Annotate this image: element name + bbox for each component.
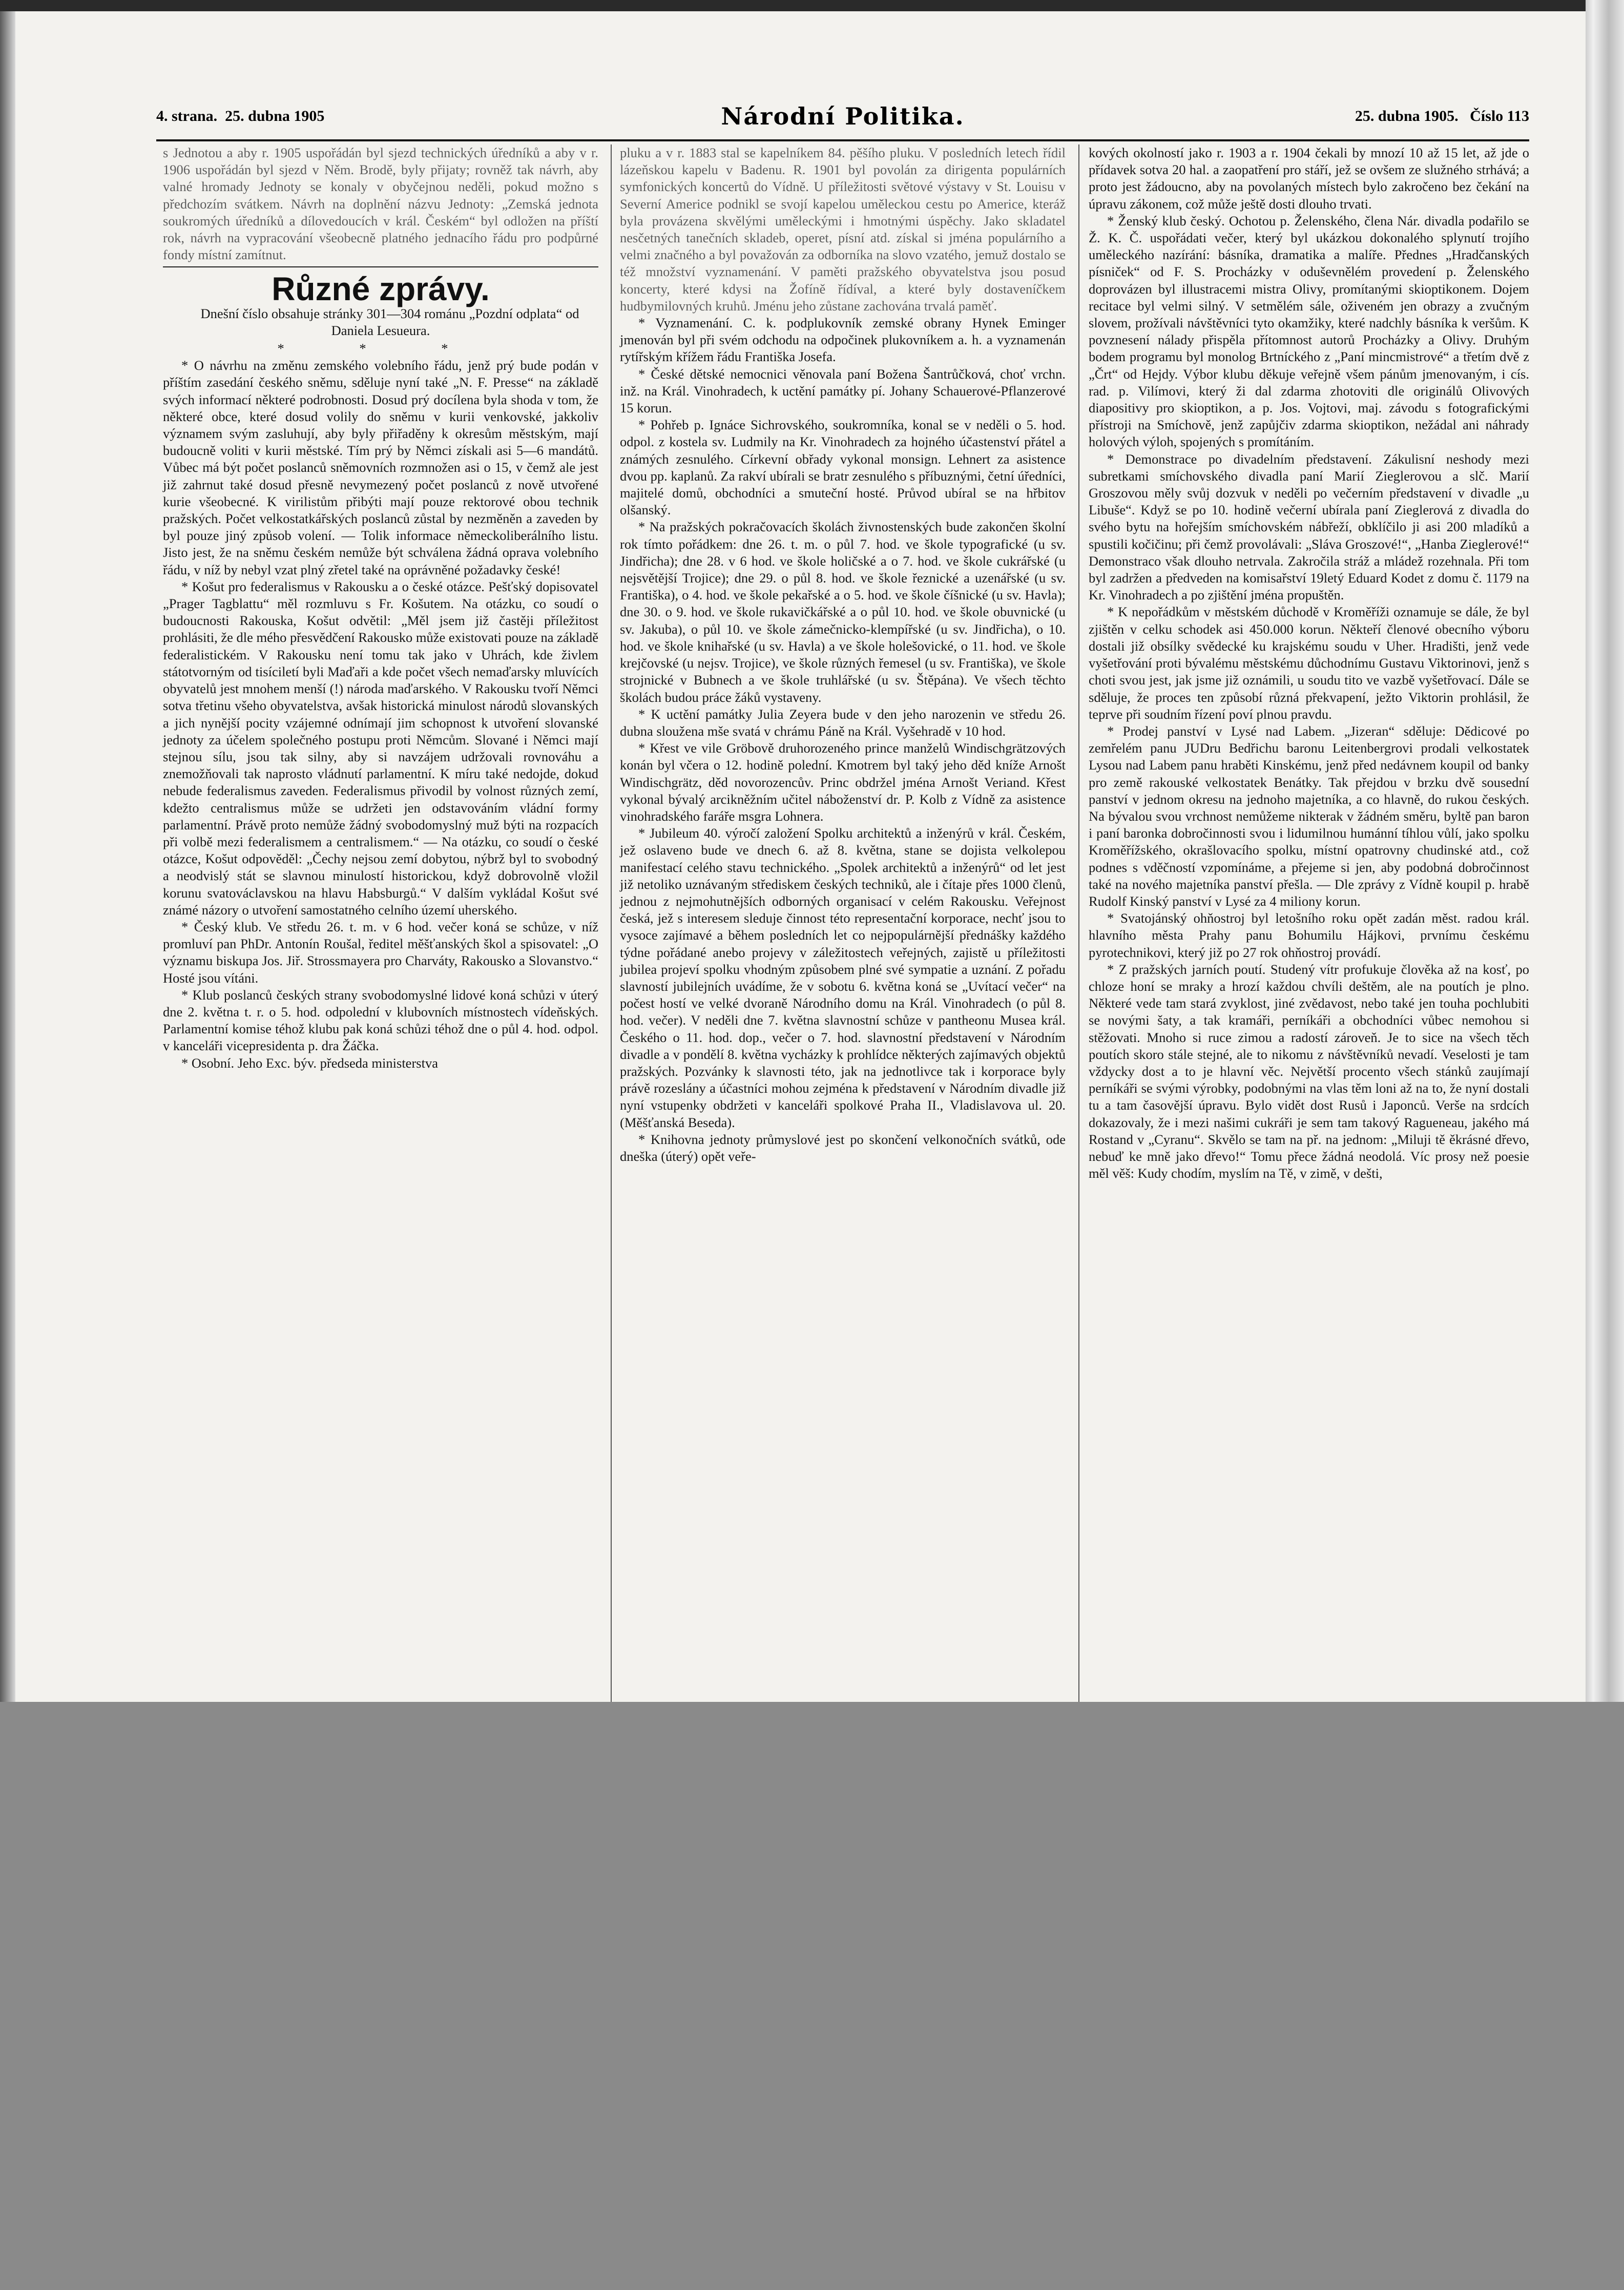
page-left-shadow xyxy=(0,11,15,1702)
article-paragraph: * Pohřeb p. Ignáce Sichrovského, soukromníka, konal se v neděli o 5. hod. odpol. z kostela sv. Ludmily na Kr. Vinohradech za hojného účastenství přátel a známých zesnulého. Církevní obřady vykonal monsign. Lehnert za asistence dvou pp. kaplanů. Za rakví ubírali se bratr zesnulého s příbuznými, četní úředníci, majitelé domů, obchodníci a smuteční hosté. Průvod ubíral se na hřbitov olšanský. xyxy=(620,417,1066,518)
header-date-right: 25. dubna 1905. xyxy=(1355,108,1459,124)
article-paragraph: * Ženský klub český. Ochotou p. Želenského, člena Nár. divadla podařilo se Ž. K. Č. uspořádati večer, který byl ukázkou dokonalého splynutí trojího uměleckého nazírání: básníka, dramatika a malíře. Přednes „Hradčanských písniček“ od F. S. Procházky v oduševnělém provedení p. Želenského doprovázen byl illustracemi mistra Olivy, promítanými skioptikonem. Dojem recitace byl velmi silný. V setmělém sále, oživeném jen obrazy a zvučným slovem, prožívali návštěvníci tyto okamžiky, které nadchly básníka k veršům. K povznesení nálady přispěla přítomnost autorů Procházky a Olivy. Druhým bodem programu byl monolog Brtníckého z „Paní mincmistrové“ a třetím dvě z „Črt“ od Hejdy. Výbor klubu děkuje veřejně všem pánům jmenovaným, i cís. rad. p. Vilímovi, který ži dal zdarma zhotoviti dle originálů Olivových diapositivy pro skioptikon, a p. Jos. Vojtovi, maj. závodu s fotografickými přístroji na Smíchově, jenž zapůjčiv zdarma skioptikon, nežádal ani náhrady holových výloh, spojených s promítáním. xyxy=(1089,213,1529,450)
article-paragraph: * Prodej panství v Lysé nad Labem. „Jizeran“ sděluje: Dědicové po zemřelém panu JUDru Bedřichu baronu Leitenbergrovi prodali velkostatek Lysou nad Labem panu hraběti Kinskému, jenž před nedávnem koupil od banky pro země rakouské velkostatek Benátky. Tak přejdou v brzku dvě sousední panství v jednom okresu na jednoho majetníka, a co hlavně, do rukou českých. Na bývalou svou vrchnost nemůžeme nikterak v žádném směru, byltě pan baron i paní baronka dobročinnosti svou i lidumilnou humánní tíhlou vůlí, jako spolku Kroměřížského, okrašlovacího spolku, místní opatrovny chudinské atd., což podnes s vděčností vzpomínáme, a přejeme si jen, aby podobná dobročinnost také na nového majetníka panství přešla. — Dle zprávy z Vídně koupil p. hrabě Rudolf Kinský panství v Lysé za 4 miliony korun. xyxy=(1089,723,1529,909)
header-right xyxy=(1355,108,1529,125)
article-paragraph: * K nepořádkům v městském důchodě v Kroměříži oznamuje se dále, že byl zjištěn v celku schodek asi 450.000 korun. Někteří členové obecního výboru dostali již obsílky svědecké ku krajskému soudu v Uher. Hradišti, jenž vede vyšetřování proti bývalému městskému důchodnímu Gustavu Viktorinovi, jenž s choti svou jest, jak jsme již oznámili, u soudu tito ve vazbě vyšetřovací. Dále se sděluje, že proces ten způsobí různá překvapení, ježto Viktorin prohlásil, že teprve při soudním řízení poví plnou pravdu. xyxy=(1089,604,1529,722)
section-heading: Různé zprávy. xyxy=(272,270,490,308)
column-1 xyxy=(163,144,598,1072)
article-paragraph: * Osobní. Jeho Exc. býv. předseda ministerstva xyxy=(181,1055,438,1071)
article-paragraph: * Demonstrace po divadelním představení. Zákulisní neshody mezi subretkami smíchovského divadla paní Marií Zieglerovou a slč. Marií Groszovou měly svůj dozvuk v neděli po večerním představení v divadle „u Libuše“. Když se po 10. hodině večerní ubírala paní Zieglerová z divadla do svého bytu na hořejším smíchovském nábřeží, obklíčilo ji asi 200 mladíků a spustili kočičinu; při čemž provolávali: „Sláva Groszové!“, „Hanba Zieglerové!“ Demonstraco však dlouho netrvala. Zakročila stráž a mládež rozehnala. Při tom byl zadržen a předveden na komisařství 19letý Eduard Kodet z domu č. 1179 na Kr. Vinohradech a po zjištění jména propuštěn. xyxy=(1089,451,1529,603)
masthead-title: Národní Politika. xyxy=(721,102,965,130)
section-rule xyxy=(163,266,598,267)
scan-background xyxy=(0,1702,1624,2290)
article-paragraph: * Svatojánský ohňostroj byl letošního roku opět zadán měst. radou král. hlavního města Prahy panu Bohumilu Hájkovi, prvnímu českému pyrotechnikovi, který již po 27 rok ohňostroj provádí. xyxy=(1089,910,1529,960)
column-divider xyxy=(1078,144,1079,1702)
article-paragraph: * Na pražských pokračovacích školách živnostenských bude zakončen školní rok tímto pořádkem: dne 26. t. m. o půl 7. hod. ve škole typografické (u sv. Jindřicha); dne 28. v 6 hod. ve škole holičské a o 7. hod. ve škole cukrářské (u nejsvětější Trojice); dne 29. o půl 8. hod. ve škole řeznické a uzenářské (u sv. Františka), o 4. hod. ve škole pekařské a o 5. hod. ve škole číšnické (u sv. Havla); dne 30. o 9. hod. ve škole rukavičkářské a o půl 10. hod. ve škole obuvnické (u sv. Jakuba), o půl 10. ve škole zámečnicko-klempířské (u sv. Jindřicha), o 10. hod. ve škole knihařské (u sv. Havla) a ve škole holešovické, o 11. hod. ve škole krejčovské (u nejsv. Trojice), ve škole různých řemesel (u sv. Františka), ve škole strojnické v Bubnech a ve škole truhlářské (u sv. Štěpána). Ve všech těchto školách budou práce žáků vystaveny. xyxy=(620,519,1066,705)
article-paragraph: * Vyznamenání. C. k. podplukovník zemské obrany Hynek Eminger jmenován byl při svém odchodu na odpočinek plukovníkem a. h. a vyznamenán rytířským křížem řádu Františka Josefa. xyxy=(620,315,1066,365)
article-paragraph: * Knihovna jednoty průmyslové jest po skončení velkonočních svátků, ode dneška (úterý) opět veře- xyxy=(620,1131,1066,1164)
column-divider xyxy=(611,144,612,1702)
article-paragraph: * Klub poslanců českých strany svobodomyslné lidové koná schůzi v úterý dne 2. května t. r. o 5. hod. odpolední v klubovních místnostech vídeňských. Parlamentní komise téhož klubu pak koná schůzi téhož dne o půl 4. hod. odpol. v kanceláři vicepresidenta p. dra Žáčka. xyxy=(163,987,598,1054)
header-rule xyxy=(156,139,1529,141)
article-paragraph: * Jubileum 40. výročí založení Spolku architektů a inženýrů v král. Českém, jež oslaveno bude ve dnech 6. až 8. května, stane se dojista velkolepou manifestací celého stavu technického. „Spolek architektů a inženýrů“ od let jest již netoliko uznávaným střediskem českých techniků, ale i čítaje přes 1000 členů, jednou z nejmohutnějších odborných organisací v celém Rakousku. Veřejnost česká, jež s interesem sleduje činnost této representační korporace, nechť jsou to vysoce zajímavé a během posledních let co nejpopulárnější přednášky každého týdne pořádané anebo projevy v záležitostech veřejných, zajistě u příležitosti jubilea projeví spolku vhodným způsobem plné své sympatie a uznání. Z pořadu slavností jubilejních uvádíme, že v sobotu 6. května koná se „Uvítací večer“ na počest hostí ve velké dvoraně Národního domu na Král. Vinohradech (o půl 8. hod. večer). V neděli dne 7. května slavnostní schůze v pantheonu Musea král. Českého o 11. hod. dop., večer o 7. hod. slavnostní představení v Národním divadle a v pondělí 8. května vycházky k prohlídce některých zajímavých objektů pražských. Pozvánky k slavnosti této, jak na jednotlivce tak i korporace byly právě rozeslány a účastníci mohou zejména k představení v Národním divadle již nyní vstupenky obdržeti v kanceláři spolkové Praha II., Vladislavova ul. 20. (Měšťanská Beseda). xyxy=(620,825,1066,1130)
separator-stars: * * * xyxy=(277,341,484,357)
article-paragraph: * Z pražských jarních poutí. Studený vítr profukuje člověka až na kosť, po chloze honí se mraky a hrozí každou chvíli deštěm, ale na poutích je plno. Některé vede tam stará zvyklost, jiné zvědavost, nebo také jen touha pochlubiti se novými šaty, a tak kramáři, perníkáři a obchodníci vůbec nemohou si stěžovati. Mnoho si ruce zimou a radostí zároveň. Je to sice na všech těch poutích skoro stále stejné, ale to nikomu z návštěvníků nevadí. Veselosti je tam vždycky dost a to je hlavní věc. Největší procento všech stánků zaujímají perníkáři se svými výrobky, podobnými na vlas těm loni až na to, že nyní dostali tu a tam časovější úpravu. Bylo vidět dost Rusů i Japonců. Verše na srdcích dokazovaly, že i mezi našimi cukráři je sem tam takový Ragueneau, jakého má Rostand v „Cyranu“. Skvělo se tam na př. na jednom: „Miluji tě ěkrásné dřevo, nebuď ke mně jako dřevo!“ Tomu přece žádná neodolá. Víc prosy než poesie měl věš: Kudy chodím, myslím na Tě, v zimě, v dešti, xyxy=(1089,961,1529,1181)
scanner-border-top xyxy=(0,0,1624,11)
article-paragraph: * K uctění památky Julia Zeyera bude v den jeho narozenin ve středu 26. dubna sloužena mše svatá v chrámu Páně na Král. Vyšehradě v 10 hod. xyxy=(620,706,1066,739)
article-paragraph: s Jednotou a aby r. 1905 uspořádán byl sjezd technických úředníků a aby v r. 1906 uspořádán byl sjezd v Něm. Brodě, byly přijaty; rovněž tak návrh, aby valné hromady Jednoty se konaly v obyčejnou neděli, pokud možno s předchozím svátkem. Návrh na doplnění názvu Jednoty: „Zemská jednota soukromých úředníků a dílovedoucích v král. Českém“ byl odložen na příští rok, návrh na vypracování všeobecně platného jednacího řádu pro podpůrné fondy místní zamítnut. xyxy=(163,145,598,263)
article-paragraph: * Křest ve vile Gröbově druhorozeného prince manželů Windischgrätzových konán byl včera o 12. hodině polední. Kmotrem byl taký jeho děd kníže Arnošt Windischgrätz, děd novorozencův. Princ obdržel jména Arnošt Veriand. Křest vykonal bývalý arcikněžním učitel náboženství dr. P. Kolb z Vídně za asistence vinohradského faráře msgra Lohnera. xyxy=(620,740,1066,824)
article-paragraph: * České dětské nemocnici věnovala paní Božena Šantrůčková, choť vrchn. inž. na Král. Vinohradech, k uctění památky pí. Johany Schauerové-Pflanzerové 15 korun. xyxy=(620,366,1066,416)
page-number: 4. strana. xyxy=(156,108,218,124)
column-3 xyxy=(1089,144,1529,1182)
binding-edge xyxy=(1586,0,1624,1706)
issue-number: Číslo 113 xyxy=(1470,108,1529,124)
article-paragraph: kových okolností jako r. 1903 a r. 1904 čekali by mnozí 10 až 15 let, až jde o přídavek sotva 20 hal. a zaopatření pro stáří, jež se ovšem ze služného strhává; a proto jest žádoucno, aby na povolaných místech bylo zakročeno bez čekání na úpravu zákonem, což může ještě dosti dlouho trvati. xyxy=(1089,145,1529,212)
article-paragraph: * Košut pro federalismus v Rakousku a o české otázce. Pešťský dopisovatel „Prager Tagblattu“ měl rozmluvu s Fr. Košutem. Na otázku, co soudí o budoucnosti Rakouska, Košut odvětil: „Měl jsem již častěji příležitost prohlásiti, že dle mého přesvědčení Rakousko může existovati pouze na základě federalistickém. V Rakousku není tomu tak jako v Uhrách, kde živlem státotvorným od tisíciletí byli Maďaři a kde počet všech nemaďarsky mluvících obyvatelů jest mnohem menší (!) národa maďarského. V Rakousku tvoří Němci sotva třetinu všeho obyvatelstva, avšak historická minulost národů slovanských a jich nynější pocity vzájemné odnímají jim schopnost k utvoření slovanské jednoty za účelem společného postupu proti Němcům. Slované i Němci mají stejnou sílu, jsou tak silny, aby si navzájem udržovali rovnováhu a znemožňovali tak naprosto vládnutí parlamentní. K míru také nedojde, dokud nebude federalismus zaveden. Federalismus přivodil by volnost různých zemí, kdežto centralismus může se udržeti jen odstavováním vládní formy parlamentní. Právě proto nemůže žádný svobodomyslný muž býti na rozpacích při volbě mezi federalismem a centralismem.“ — Na otázku, co soudí o české otázce, Košut odpověděl: „Čechy nejsou zemí dobytou, nýbrž byl to svobodný a neodvislý stát se slavnou minulostí historickou, když dobrovolně vložil korunu svatováclavskou na hlavu Habsburgů.“ V dalším vykládal Košut své známé názory o utvoření samostatného celního území uherského. xyxy=(163,578,598,918)
column-2 xyxy=(620,144,1066,1165)
novel-notice: Dnešní číslo obsahuje stránky 301—304 románu „Pozdní odplata“ od Daniela Lesueura. xyxy=(200,305,579,338)
page-header xyxy=(156,101,1529,132)
article-paragraph: pluku a v r. 1883 stal se kapelníkem 84. pěšího pluku. V posledních letech řídil lázeňskou kapelu v Badenu. R. 1901 byl povolán za dirigenta populárních symfonických koncertů do Vídně. U příležitosti světové výstavy v St. Louisu v Severní Americe podnikl se svojí kapelou uměleckou cestu po Americe, kteráž byla provázena skvělými uměleckými i hmotnými úspěchy. Jako skladatel nesčetných tanečních skladeb, operet, písní atd. získal si jména populárního a velmi značného a byl považován za odborníka na slovo vzatého, jemuž dostalo se též množství vyznamenání. V paměti pražského obyvatelstva jsou posud koncerty, které kdysi na Žofíně řídíval, a které byly dostaveníčkem hudbymilovných kruhů. Jménu jeho zůstane zachována trvalá paměť. xyxy=(620,145,1066,314)
article-paragraph: * O návrhu na změnu zemského volebního řádu, jenž prý bude podán v příštím zasedání českého sněmu, sděluje nyní také „N. F. Presse“ na základě svých informací některé podrobnosti. Dosud prý docílena byla shoda v tom, že některé obce, které dosud volily do sněmu v kurii venkovské, jakkoliv významem svým zasluhují, aby byly přiřaděny k okresům městským, mají budoucně voliti v kurii městské. Tím prý by Němci získali asi 5—6 mandátů. Vůbec má být počet poslanců sněmovních rozmnožen asi o 15, v čemž ale jest již zahrnut také dosud přesně nevymezený počet poslanců z nově utvořené kurie všeobecné. K virilistům přibýti mají pouze rektorové obou technik pražských. Počet velkostatkářských poslanců zůstal by nezměněn a zaveden by byl pouze jiný způsob volení. — Tolik informace německoliberálního listu. Jisto jest, že na sněmu českém nemůže být schválena žádná oprava volebního řádu, v níž by nebyl vzat plný zřetel také na oprávněné požadavky české! xyxy=(163,358,598,577)
header-date-left: 25. dubna 1905 xyxy=(225,108,325,124)
article-paragraph: * Český klub. Ve středu 26. t. m. v 6 hod. večer koná se schůze, v níž promluví pan PhDr. Antonín Roušal, ředitel měšťanských škol a spisovatel: „O významu biskupa Jos. Jiř. Strossmayera pro Charváty, Rakousko a Slovanstvo.“ Hosté jsou vítáni. xyxy=(163,919,598,986)
